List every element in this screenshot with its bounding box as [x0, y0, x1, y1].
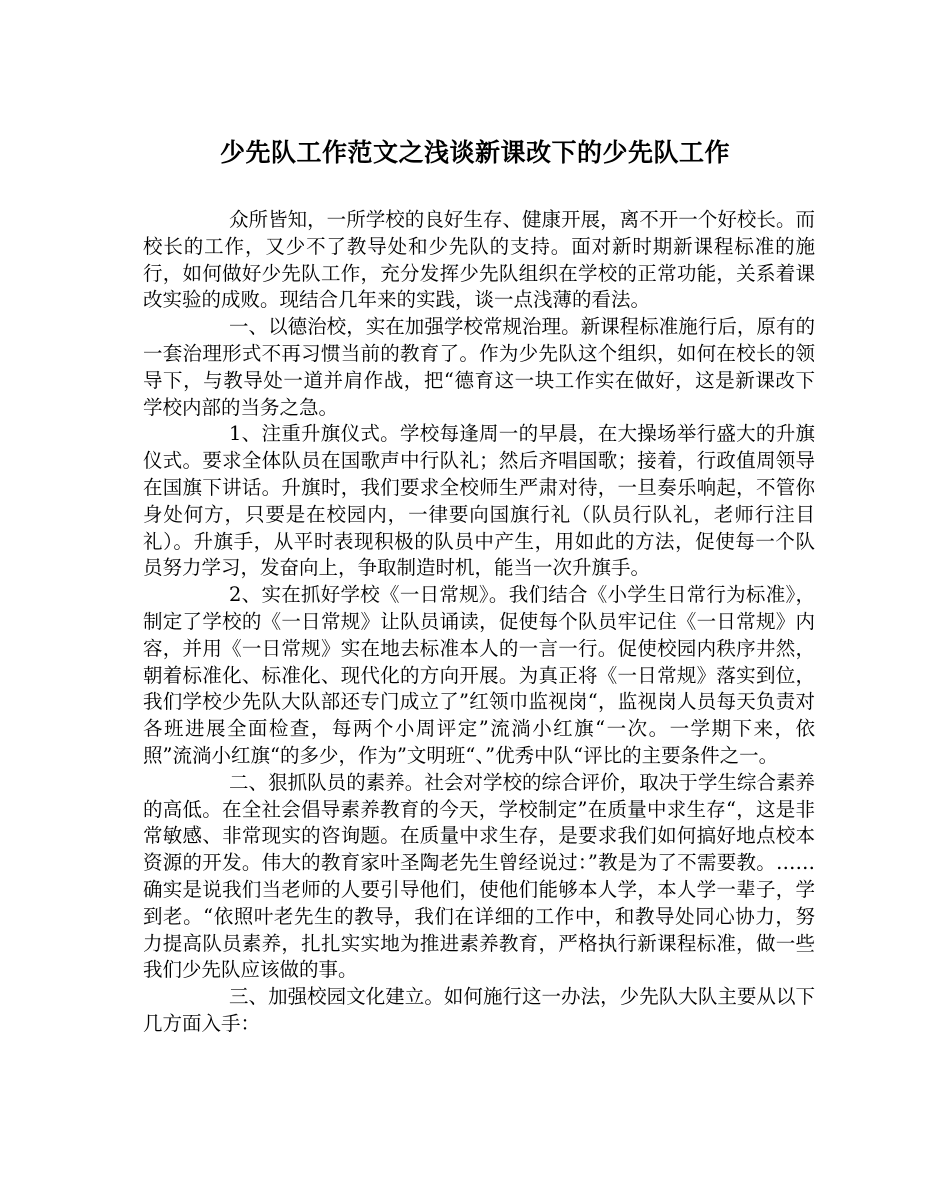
paragraph-section-1: 一、以德治校，实在加强学校常规治理。新课程标准施行后，原有的一套治理形式不再习惯当前的教育了。作为少先队这个组织，如何在校长的领导下，与教导处一道并肩作战，把“德育这一块工作实在做好，这是新课改下学校内部的当务之急。: [143, 315, 815, 419]
paragraph-section-3: 三、加强校园文化建立。如何施行这一办法，少先队大队主要从以下几方面入手：: [143, 985, 815, 1035]
document-title: 少先队工作范文之浅谈新课改下的少先队工作: [219, 138, 730, 167]
paragraph-item-1: 1、注重升旗仪式。学校每逢周一的早晨，在大操场举行盛大的升旗仪式。要求全体队员在国歌声中行队礼；然后齐唱国歌；接着，行政值周领导在国旗下讲话。升旗时，我们要求全校师生严肃对待，一旦奏乐响起，不管你身处何方，只要是在校园内，一律要向国旗行礼（队员行队礼，老师行注目礼）。升旗手，从平时表现积极的队员中产生，用如此的方法，促使每一个队员努力学习，发奋向上，争取制造时机，能当一次升旗手。: [143, 422, 815, 580]
paragraph-intro: 众所皆知，一所学校的良好生存、健康开展，离不开一个好校长。而校长的工作，又少不了教导处和少先队的支持。面对新时期新课程标准的施行，如何做好少先队工作，充分发挥少先队组织在学校的正常功能，关系着课改实验的成败。现结合几年来的实践，谈一点浅薄的看法。: [143, 208, 815, 312]
paragraph-section-2: 二、狠抓队员的素养。社会对学校的综合评价，取决于学生综合素养的高低。在全社会倡导素养教育的今天，学校制定”在质量中求生存“，这是非常敏感、非常现实的咨询题。在质量中求生存，是要求我们如何搞好地点校本资源的开发。伟大的教育家叶圣陶老先生曾经说过：”教是为了不需要教。……确实是说我们当老师的人要引导他们，使他们能够本人学，本人学一辈子，学到老。“依照叶老先生的教导，我们在详细的工作中，和教导处同心协力，努力提高队员素养，扎扎实实地为推进素养教育，严格执行新课程标准，做一些我们少先队应该做的事。: [143, 770, 815, 982]
paragraph-item-2: 2、实在抓好学校《一日常规》。我们结合《小学生日常行为标准》，制定了学校的《一日常规》让队员诵读，促使每个队员牢记住《一日常规》内容，并用《一日常规》实在地去标准本人的一言一行。促使校园内秩序井然，朝着标准化、标准化、现代化的方向开展。为真正将《一日常规》落实到位，我们学校少先队大队部还专门成立了”红领巾监视岗“，监视岗人员每天负责对各班进展全面检查，每两个小周评定”流淌小红旗“一次。一学期下来，依照”流淌小红旗“的多少，作为”文明班“、”优秀中队“评比的主要条件之一。: [143, 583, 815, 767]
document-body: [143, 207, 815, 1038]
